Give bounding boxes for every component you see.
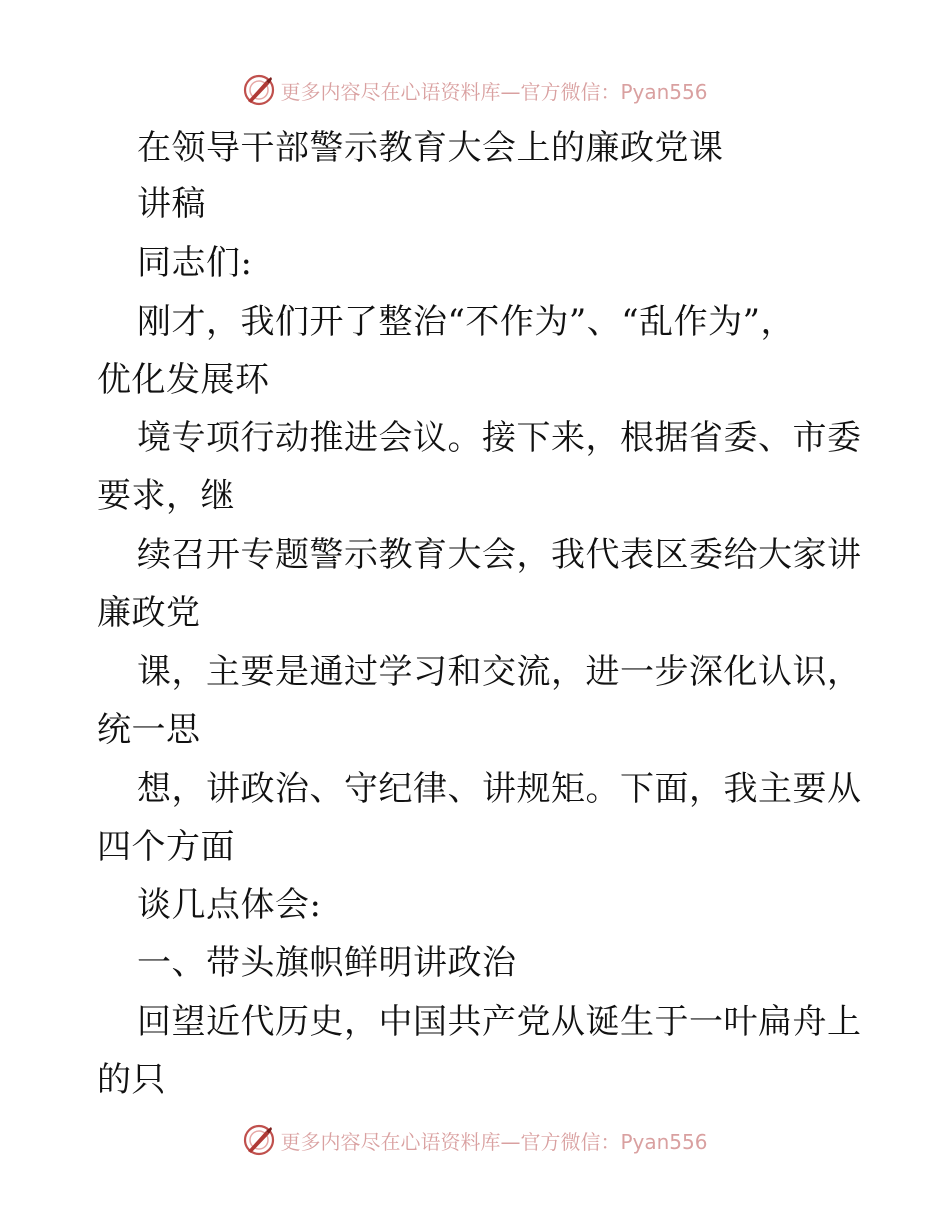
paragraph-line: 境专项行动推进会议。接下来，根据省委、市委	[137, 418, 862, 458]
document-title-cont: 讲稿	[137, 184, 206, 224]
paragraph-line: 刚才，我们开了整治“不作为”、“乱作为”，	[137, 302, 796, 342]
section-heading: 一、带头旗帜鲜明讲政治	[137, 943, 517, 983]
document-title: 在领导干部警示教育大会上的廉政党课	[137, 128, 724, 168]
paragraph-line: 四个方面	[97, 827, 235, 867]
watermark-text: 更多内容尽在心语资料库—官方微信：Pyan556	[280, 1129, 708, 1154]
paragraph-line: 谈几点体会:	[137, 885, 322, 925]
paragraph-line: 的只	[97, 1060, 166, 1100]
paragraph-line: 想，讲政治、守纪律、讲规矩。下面，我主要从	[137, 769, 862, 809]
watermark-text: 更多内容尽在心语资料库—官方微信：Pyan556	[280, 79, 708, 104]
paragraph-line: 续召开专题警示教育大会，我代表区委给大家讲	[137, 535, 862, 575]
paragraph-line: 廉政党	[97, 593, 201, 633]
quill-pen-seal-icon	[242, 73, 276, 107]
paragraph-line: 课，主要是通过学习和交流，进一步深化认识，	[137, 652, 862, 692]
header-watermark	[0, 70, 950, 110]
quill-pen-seal-icon	[242, 1123, 276, 1157]
salutation: 同志们:	[137, 243, 253, 283]
paragraph-line: 优化发展环	[97, 360, 270, 400]
footer-watermark	[0, 1120, 950, 1160]
paragraph-line: 回望近代历史，中国共产党从诞生于一叶扁舟上	[137, 1002, 862, 1042]
paragraph-line: 统一思	[97, 710, 201, 750]
paragraph-line: 要求，继	[97, 476, 235, 516]
